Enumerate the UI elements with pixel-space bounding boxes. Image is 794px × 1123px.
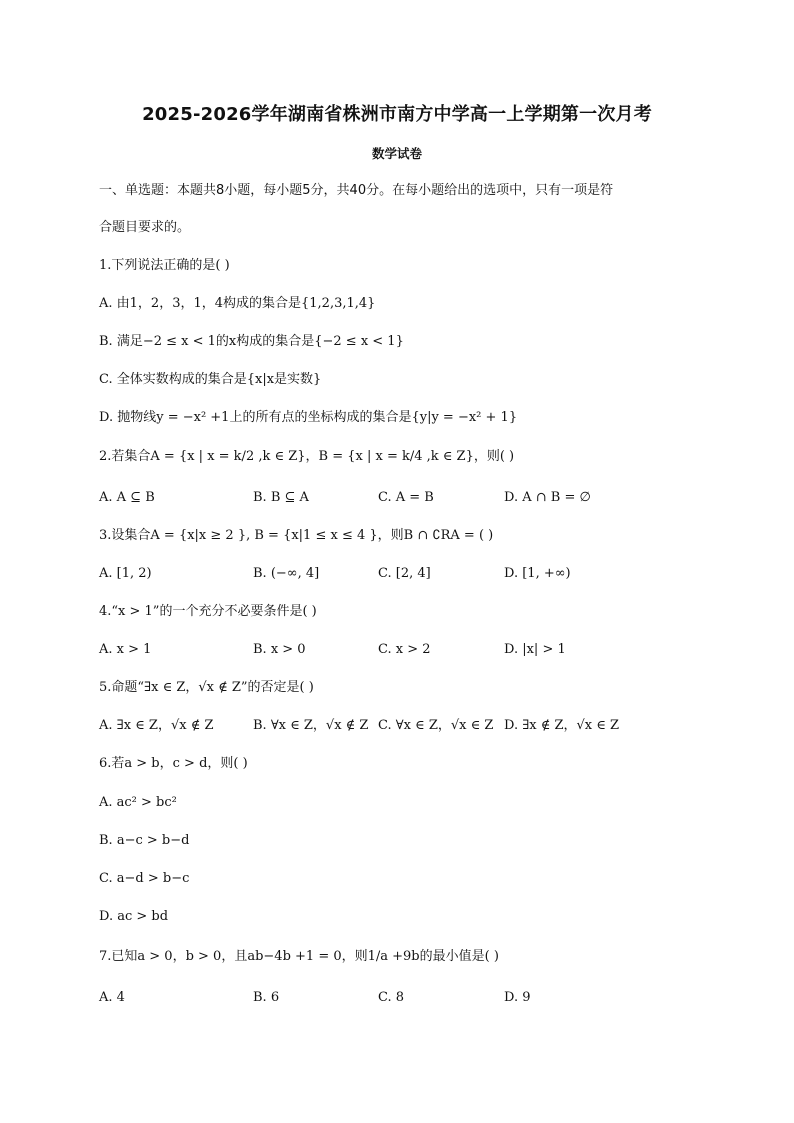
question-4-stem: 4.“x > 1”的一个充分不必要条件是( ) <box>99 604 317 619</box>
question-4-options <box>99 641 699 659</box>
question-7-options <box>99 989 699 1007</box>
question-6-option-a: A. ac² > bc² <box>99 795 177 810</box>
question-1-option-b: B. 满足−2 ≤ x < 1的x构成的集合是{−2 ≤ x < 1} <box>99 334 404 349</box>
question-6-option-d: D. ac > bd <box>99 909 169 924</box>
question-3-option-b: B. (−∞, 4] <box>253 566 320 581</box>
question-1-option-c: C. 全体实数构成的集合是{x|x是实数} <box>99 372 322 387</box>
question-7-option-c: C. 8 <box>378 990 405 1005</box>
question-2-option-d: D. A ∩ B = ∅ <box>504 490 591 505</box>
question-5-option-c: C. ∀x ∈ Z，√x ∈ Z <box>378 718 494 733</box>
question-2-stem: 2.若集合A = {x | x = k/2 ,k ∈ Z}，B = {x | x = k/4 ,k ∈ Z}，则( ) <box>99 449 515 464</box>
question-5-options <box>99 717 699 735</box>
question-3-option-d: D. [1, +∞) <box>504 566 571 581</box>
question-5-option-b: B. ∀x ∈ Z，√x ∉ Z <box>253 718 369 733</box>
question-5-option-a: A. ∃x ∈ Z，√x ∉ Z <box>99 718 214 733</box>
question-3-option-c: C. [2, 4] <box>378 566 431 581</box>
question-4-option-a: A. x > 1 <box>99 642 152 657</box>
question-4-option-d: D. |x| > 1 <box>504 642 566 657</box>
question-5-stem: 5.命题“∃x ∈ Z，√x ∉ Z”的否定是( ) <box>99 680 314 695</box>
question-6-option-b: B. a−c > b−d <box>99 833 190 848</box>
question-7-option-a: A. 4 <box>99 990 125 1005</box>
section-heading-line2: 合题目要求的。 <box>99 220 191 235</box>
question-2-option-a: A. A ⊆ B <box>99 490 155 505</box>
question-7-stem: 7.已知a > 0，b > 0，且ab−4b +1 = 0，则1/a +9b的最小值是( ) <box>99 949 499 964</box>
question-5-option-d: D. ∃x ∉ Z，√x ∈ Z <box>504 718 620 733</box>
exam-title: 2025-2026学年湖南省株洲市南方中学高一上学期第一次月考 <box>142 104 652 125</box>
exam-subtitle: 数学试卷 <box>371 146 422 161</box>
question-3-options <box>99 565 699 583</box>
question-6-option-c: C. a−d > b−c <box>99 871 190 886</box>
question-1-option-d: D. 抛物线y = −x² +1上的所有点的坐标构成的集合是{y|y = −x² + 1} <box>99 410 518 425</box>
question-2-option-c: C. A = B <box>378 490 434 505</box>
question-7-option-b: B. 6 <box>253 990 280 1005</box>
question-7-option-d: D. 9 <box>504 990 531 1005</box>
question-1-option-a: A. 由1，2，3，1，4构成的集合是{1,2,3,1,4} <box>99 296 376 311</box>
question-1-stem: 1.下列说法正确的是( ) <box>99 258 230 273</box>
question-6-stem: 6.若a > b，c > d，则( ) <box>99 756 248 771</box>
section-heading-line1: 一、单选题：本题共8小题，每小题5分，共40分。在每小题给出的选项中，只有一项是符 <box>99 183 614 198</box>
question-2-options <box>99 489 699 507</box>
question-3-option-a: A. [1, 2) <box>99 566 152 581</box>
question-4-option-c: C. x > 2 <box>378 642 431 657</box>
question-2-option-b: B. B ⊆ A <box>253 490 309 505</box>
question-4-option-b: B. x > 0 <box>253 642 306 657</box>
question-3-stem: 3.设集合A = {x|x ≥ 2 }, B = {x|1 ≤ x ≤ 4 }，则B ∩ ∁RA = ( ) <box>99 528 494 543</box>
